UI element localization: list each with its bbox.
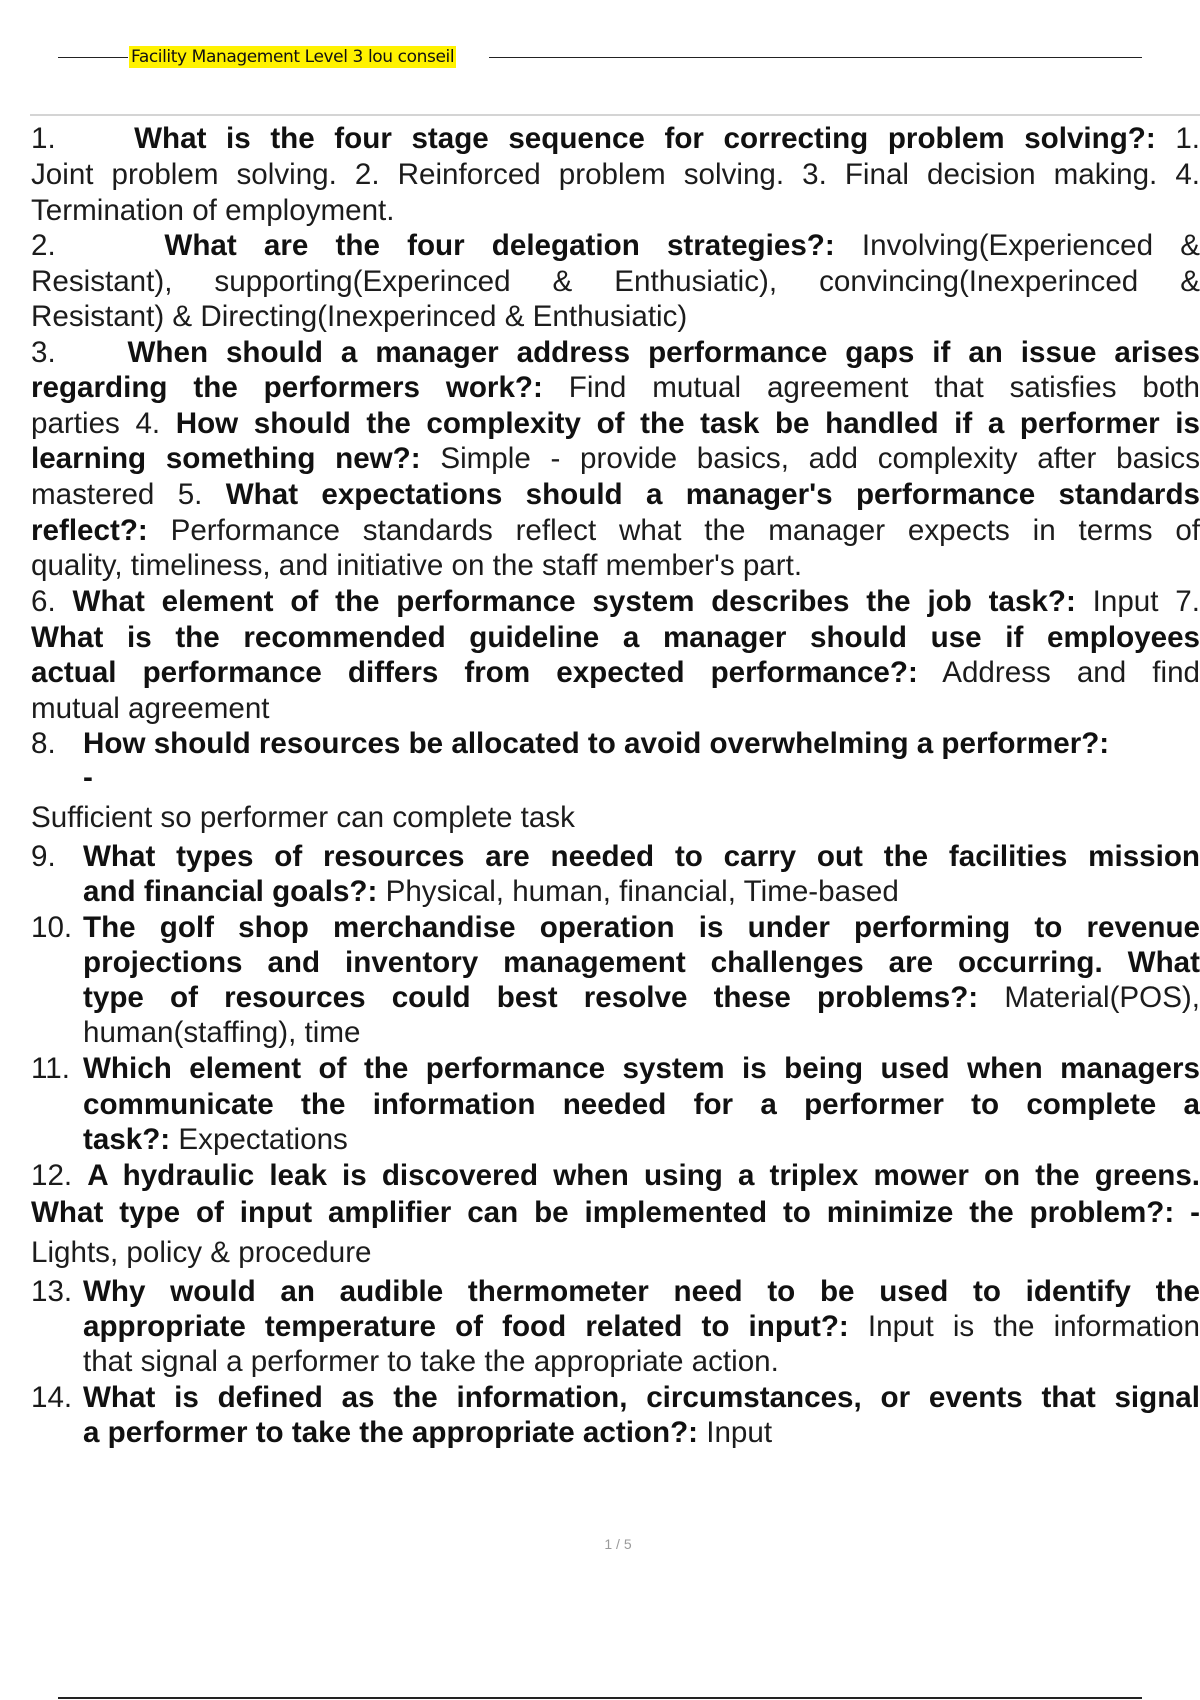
item-14-line-1: What is defined as the information, circumstances, or events that signal: [83, 1381, 1200, 1414]
item-11-answer: Expectations: [178, 1123, 348, 1156]
item-13-number: 13.: [31, 1275, 73, 1308]
page-number: 1 / 5: [604, 1536, 632, 1552]
item-1-line-1: 1. What is the four stage sequence for correcting problem solving?: 1.: [31, 122, 1200, 155]
item-11-line-1: Which element of the performance system is being used when managers: [83, 1052, 1200, 1085]
item-5-line-1: mastered 5. What expectations should a manager's performance standards: [31, 478, 1200, 511]
item-8-number: 8.: [31, 727, 56, 760]
item-14-answer: Input: [706, 1416, 773, 1449]
item-8-question: How should resources be allocated to avoid overwhelming a performer?:: [83, 727, 1110, 760]
item-13-line-2: appropriate temperature of food related to input?: Input is the information: [83, 1310, 1200, 1343]
item-2-line-1: 2. What are the four delegation strategies?: Involving(Experienced &: [31, 229, 1200, 262]
item-11-line-2: communicate the information needed for a performer to complete a: [83, 1088, 1200, 1121]
item-14-line-2: a performer to take the appropriate action?: Input: [83, 1416, 773, 1449]
item-6-answer: Input: [1092, 585, 1159, 618]
bottom-rule: [58, 1697, 1142, 1699]
item-6-line-1: 6. What element of the performance system describes the job task?: Input 7.: [31, 585, 1200, 618]
item-12-answer: Lights, policy & procedure: [31, 1236, 372, 1269]
item-7-line-2: actual performance differs from expected performance?: Address and find: [31, 656, 1200, 689]
item-3-line-2: regarding the performers work?: Find mutual agreement that satisfies both: [31, 371, 1200, 404]
item-10-line-3: type of resources could best resolve these problems?: Material(POS),: [83, 981, 1200, 1014]
item-2-line-3: Resistant) & Directing(Inexperinced & Enthusiatic): [31, 300, 688, 333]
item-11-number: 11.: [31, 1052, 70, 1085]
item-14-number: 14.: [31, 1381, 73, 1414]
item-7-line-3: mutual agreement: [31, 692, 270, 725]
item-2-question: What are the four delegation strategies?:: [164, 229, 835, 262]
item-6-question: What element of the performance system describes the job task?:: [72, 585, 1076, 618]
item-9-line-2: and financial goals?: Physical, human, financial, Time-based: [83, 875, 899, 908]
item-11-line-3: task?: Expectations: [83, 1123, 348, 1156]
item-5-line-3: quality, timeliness, and initiative on the staff member's part.: [31, 549, 803, 582]
item-1-question: What is the four stage sequence for correcting problem solving?:: [134, 122, 1156, 155]
item-8-dash: -: [83, 761, 93, 794]
item-2-line-2: Resistant), supporting(Experinced & Enthusiatic), convincing(Inexperinced &: [31, 265, 1200, 298]
item-10-line-4: human(staffing), time: [83, 1016, 361, 1049]
item-10-line-1: The golf shop merchandise operation is under performing to revenue: [83, 911, 1200, 944]
item-12-line-1: 12. A hydraulic leak is discovered when using a triplex mower on the greens.: [31, 1159, 1200, 1192]
item-10-line-2: projections and inventory management challenges are occurring. What: [83, 946, 1200, 979]
header-title: Facility Management Level 3 lou conseil: [131, 47, 455, 67]
item-9-number: 9.: [31, 840, 56, 873]
item-8-answer: Sufficient so performer can complete task: [31, 801, 575, 834]
item-9-answer: Physical, human, financial, Time-based: [385, 875, 899, 908]
item-7-line-1: What is the recommended guideline a manager should use if employees: [31, 621, 1200, 654]
item-12-line-2: What type of input amplifier can be implemented to minimize the problem?: -: [31, 1196, 1200, 1229]
item-1-line-3: Termination of employment.: [31, 194, 395, 227]
item-13-line-1: Why would an audible thermometer need to be used to identify the: [83, 1275, 1200, 1308]
item-5-line-2: reflect?: Performance standards reflect what the manager expects in terms of: [31, 514, 1200, 547]
item-10-number: 10.: [31, 911, 73, 944]
item-3-line-1: 3. When should a manager address performance gaps if an issue arises: [31, 336, 1200, 369]
item-4-line-1: parties 4. How should the complexity of the task be handled if a performer is: [31, 407, 1200, 440]
item-13-line-3: that signal a performer to take the appropriate action.: [83, 1345, 779, 1378]
item-9-line-1: What types of resources are needed to carry out the facilities mission: [83, 840, 1200, 873]
item-1-line-2: Joint problem solving. 2. Reinforced problem solving. 3. Final decision making. 4.: [31, 158, 1200, 191]
item-4-line-2: learning something new?: Simple - provide basics, add complexity after basics: [31, 442, 1200, 475]
